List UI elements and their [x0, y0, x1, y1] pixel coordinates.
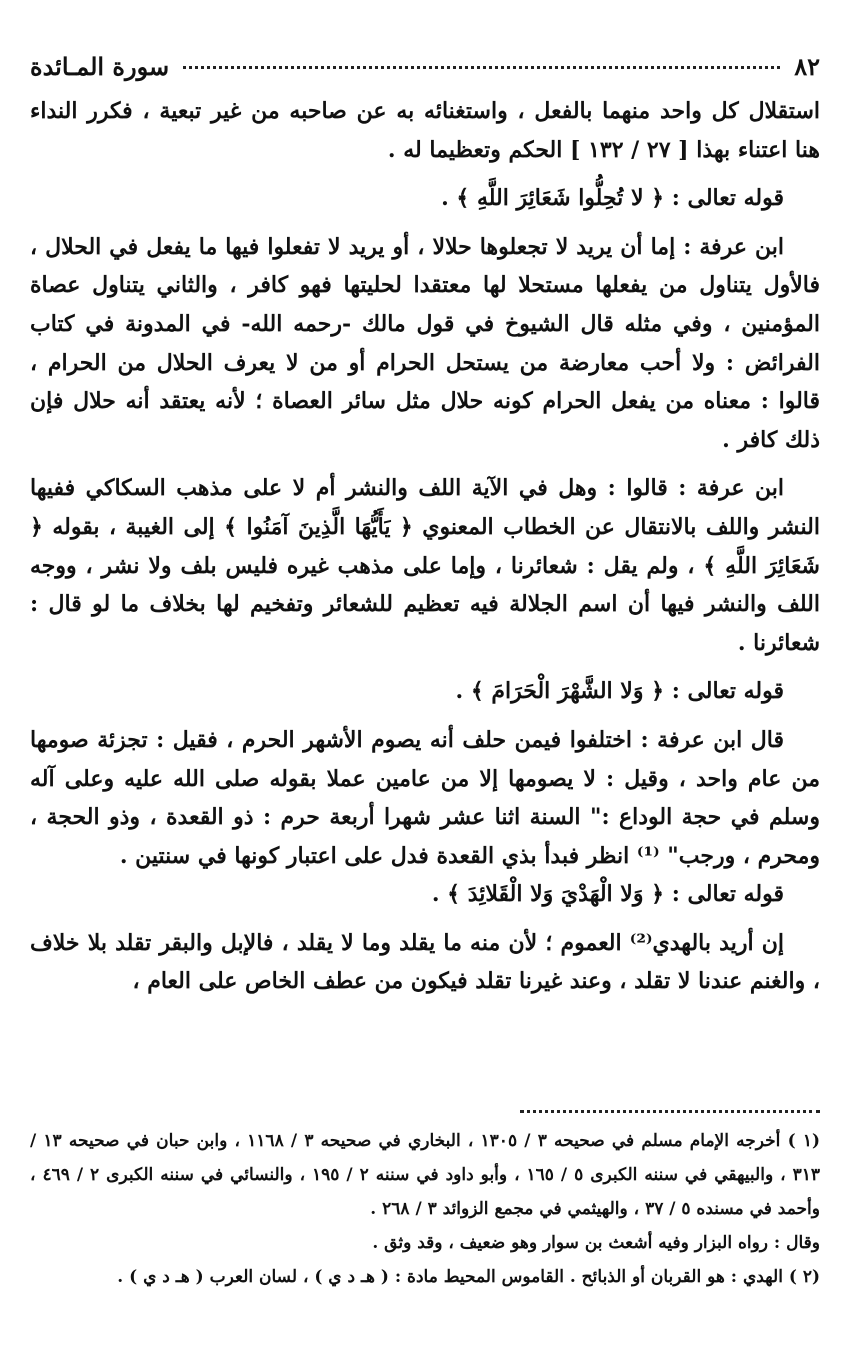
verse-heading: قوله تعالى : ﴿ لا تُحِلُّوا شَعَائِرَ اللَّهِ ﴾ . — [441, 185, 784, 212]
footnotes — [30, 1124, 820, 1294]
page-number: ٨٢ — [794, 52, 820, 81]
spacer — [30, 914, 820, 924]
verse-heading: قوله تعالى : ﴿ وَلا الشَّهْرَ الْحَرَامَ ﴾ . — [455, 678, 784, 705]
spacer — [30, 169, 820, 179]
verse-heading: قوله تعالى : ﴿ وَلا الْهَدْيَ وَلا الْقَلائِدَ ﴾ . — [431, 881, 784, 908]
footnote-1-continued: وقال : رواه البزار وفيه أشعث بن سوار وهو ضعيف ، وقد وثق . — [372, 1233, 820, 1253]
surah-title: سورة المـائدة — [30, 52, 170, 81]
footnote-1: (١ ) أخرجه الإمام مسلم في صحيحه ٣ / ١٣٠٥ ، البخاري في صحيحه ٣ / ١١٦٨ ، وابن حبان في صحيحه ١٣ / ٣١٣ ، والبيهقي في سننه الكبرى ٥ / ١٦٥ ، وأبو داود في سننه ٢ / ١٩٥ ، والنسائي في سننه الكبرى ٢ / ٤٦٩ ، وأحمد في مسنده ٥ / ٣٧ ، والهيثمي في مجمع الزوائد ٣ / ٢٦٨ . — [30, 1131, 821, 1219]
page-header — [30, 52, 820, 92]
footnote-separator — [520, 1110, 820, 1113]
book-page — [30, 52, 820, 1352]
spacer — [30, 662, 820, 672]
spacer — [30, 711, 820, 721]
paragraph-commentary: ابن عرفة : قالوا : وهل في الآية اللف والنشر أم لا على مذهب السكاكي ففيها النشر واللف بالانتقال عن الخطاب المعنوي ﴿ يَأَيُّهَا الَّذِينَ آمَنُوا ﴾ إلى الغيبة ، بقوله ﴿ شَعَائِرَ اللَّهِ ﴾ ، ولم يقل : شعائرنا ، وإما على مذهب غيره فليس بلف ولا نشر ، ووجه اللف والنشر فيها أن اسم الجلالة فيه تعظيم للشعائر وتفخيم لها بخلاف ما لو قال : شعائرنا . — [30, 475, 820, 656]
spacer — [30, 459, 820, 469]
paragraph-commentary: إن أريد بالهدي⁽²⁾ العموم ؛ لأن منه ما يقلد وما لا يقلد ، فالإبل والبقر تقلد بلا خلاف ، والغنم عندنا لا تقلد ، وعند غيرنا تقلد فيكون من عطف الخاص على العام ، — [30, 929, 820, 995]
paragraph-continuation: استقلال كل واحد منهما بالفعل ، واستغنائه به عن صاحبه من غير تبعية ، فكرر النداء هنا اعتناء بهذا [ ٢٧ / ١٣٢ ] الحكم وتعظيما له . — [30, 98, 820, 163]
header-dotted-rule — [183, 66, 780, 69]
paragraph-commentary: قال ابن عرفة : اختلفوا فيمن حلف أنه يصوم الأشهر الحرم ، فقيل : تجزئة صومها من عام واحد ، وقيل : لا يصومها إلا من عامين عملا بقوله صلى الله عليه وعلى آله وسلم في حجة الوداع :" السنة اثنا عشر شهرا أربعة حرم : ذو القعدة ، وذو الحجة ، ومحرم ، ورجب" ⁽¹⁾ انظر فبدأ بذي القعدة فدل على اعتبار كونها في سنتين . — [30, 726, 820, 869]
paragraph-commentary: ابن عرفة : إما أن يريد لا تجعلوها حلالا ، أو يريد لا تفعلوا فيها ما يفعل في الحلال ، فالأول يتناول من يفعلها مستحلا لها معتقدا لحليتها فهو كافر ، والثاني يتناول عصاة المؤمنين ، وفي مثله قال الشيوخ في قول مالك -رحمه الله- في المدونة في كتاب الفرائض : ولا أحب معارضة من يستحل الحرام أو من لا يعرف الحلال من الحرام ، قالوا : معناه من يفعل الحرام كونه حلال مثل سائر العصاة ؛ لأنه يعتقد أنه حلال فإن ذلك كافر . — [30, 233, 820, 453]
footnote-2: (٢ ) الهدي : هو القربان أو الذبائح . القاموس المحيط مادة : ( هـ د ي ) ، لسان العرب ( هـ د ي ) . — [117, 1267, 820, 1287]
spacer — [30, 218, 820, 228]
